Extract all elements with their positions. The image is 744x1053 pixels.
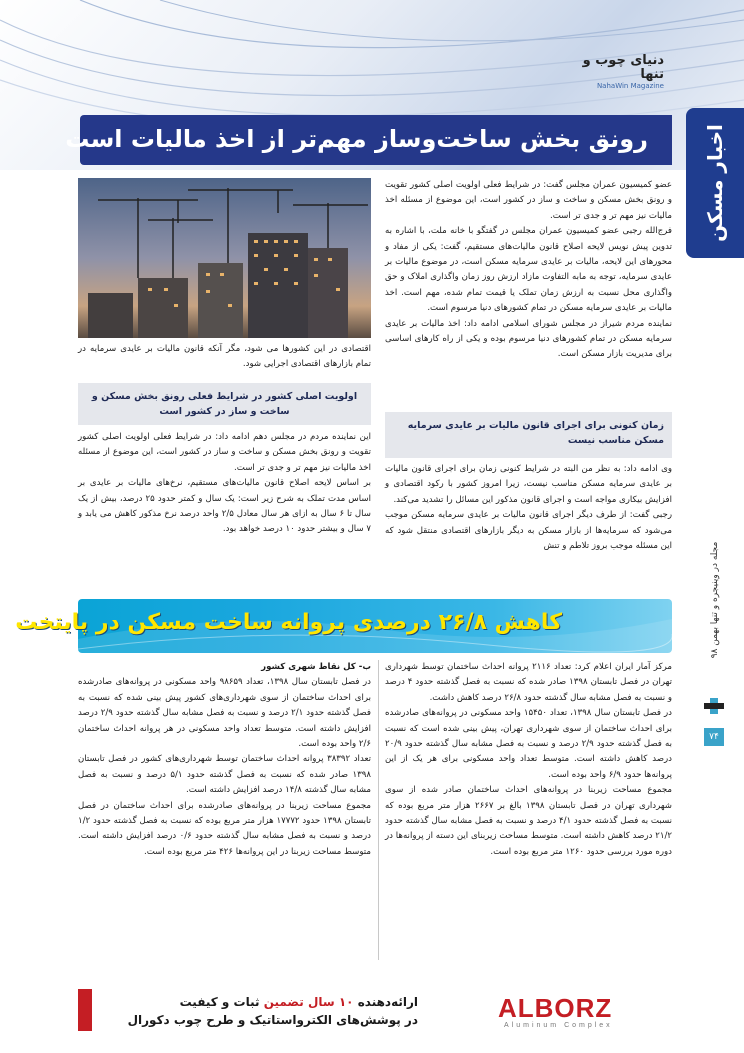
ad-line1 — [180, 995, 418, 1009]
construction-photo — [78, 178, 371, 338]
paragraph: وی ادامه داد: به نظر من البته در شرایط کنونی زمان برای اجرای قانون مالیات بر عایدی سرمایه مسکن مناسب نیست، زیرا امروز کشور با رکود اقتصادی و افزایش بیکاری مواجه است و اجرای قانون مذکور این مسائل را تشدید می‌کند. — [385, 464, 672, 505]
paragraph: مرکز آمار ایران اعلام کرد: تعداد ۲۱۱۶ پروانه احداث ساختمان توسط شهرداری تهران در فصل تابستان ۱۳۹۸ صادر شده که نسبت به فصل گذشته حدود ۴ درصد و نسبت به فصل مشابه سال گذشته حدود ۲۶/۸ درصد کاهش داشت. — [385, 662, 672, 703]
paragraph: مجموع مساحت زیربنا در پروانه‌های احداث ساختمان صادر شده از سوی شهرداری تهران در فصل تابستان ۱۳۹۸ بالغ بر ۲۶۶۷ هزار متر مربع بوده که نسبت به فصل گذشته حدود ۴/۱ درصد و نسبت به فصل مشابه سال گذشته حدود ۲۱/۲ درصد کاهش داشته است. متوسط مساحت زیربنای این دسته از پروانه‌ها در دوره مورد بررسی حدود ۱۲۶۰ متر مربع بوده است. — [385, 785, 673, 857]
paragraph: این نماینده مردم در مجلس دهم ادامه داد: در شرایط فعلی اولویت اصلی کشور تقویت و رونق بخش مسکن و ساخت و ساز در کشور است، این موضوع از مسئله اخذ مالیات نیز مهم تر و جدی تر است. — [78, 432, 371, 473]
paragraph: در فصل تابستان سال ۱۳۹۸، تعداد ۱۵۴۵۰ واحد مسکونی در پروانه‌های صادرشده برای احداث ساختمان از سوی شهرداری تهران، پیش بینی شده است که نسبت به فصل گذشته حدود ۲/۹ درصد و نسبت به فصل مشابه سال گذشته حدود ۲۰/۹ درصد کاهش داشته است. متوسط تعداد واحد مسکونی برای هر یک از این پروانه‌ها حدود ۶/۹ واحد بوده است. — [385, 708, 672, 780]
article1-left-column-top — [78, 342, 371, 373]
article1-right-callout — [385, 412, 672, 458]
logo-subtitle: NahaWin Magazine — [596, 82, 664, 90]
article2-title: کاهش ۲۶/۸ درصدی پروانه ساخت مسکن در پایتخت — [15, 610, 562, 635]
alborz-advertisement — [78, 985, 668, 1035]
paragraph: نماینده مردم شیراز در مجلس شورای اسلامی ادامه داد: اخذ مالیات بر عایدی سرمایه مسکن در تمام کشورهای دنیا مرسوم بوده و یکی از راه کارهای اساسی برای مدیریت بازار مسکن است. — [385, 318, 672, 360]
sidebar-vertical — [686, 520, 744, 680]
article1-right-column-2 — [385, 462, 672, 554]
column-divider — [378, 660, 379, 960]
article1-left-callout — [78, 383, 371, 425]
ad-side-logo — [78, 989, 92, 1031]
brand-subtitle: Aluminum Complex — [504, 1022, 613, 1029]
section-tab-label: اخبار مسکن — [703, 124, 727, 242]
alborz-logo — [498, 993, 668, 1029]
article-title-bar — [65, 115, 672, 165]
magazine-mini-icon — [702, 695, 726, 719]
paragraph: اقتصادی در این کشورها می شود، مگر آنکه قانون مالیات بر عایدی سرمایه در تمام بازارهای اقتصادی اجرایی شود. — [78, 344, 371, 370]
paragraph: مجموع مساحت زیربنا در پروانه‌های صادرشده برای احداث ساختمان در فصل تابستان ۱۳۹۸ حدود ۱۷۷۷۲ هزار متر مربع بوده که نسبت به فصل گذشته حدود ۱/۲ درصد و نسبت به فصل مشابه سال گذشته حدود ۰/۶ درصد افزایش داشته است. متوسط مساحت زیربنا در این پروانه‌ها ۴۲۶ متر مربع بوده است. — [78, 800, 372, 857]
article1-right-column — [385, 178, 672, 363]
article2-left-column — [78, 660, 371, 860]
callout-text: اولویت اصلی کشور در شرایط فعلی رونق بخش مسکن و ساخت و ساز در کشور است — [91, 391, 358, 417]
logo-title: دنیای چوب و تنها — [582, 53, 664, 82]
ad-line1-prefix: ارائه‌دهنده — [357, 995, 418, 1009]
page-number: ۷۴ — [704, 728, 724, 746]
article2-right-column — [385, 660, 672, 860]
article2-banner — [15, 599, 672, 653]
paragraph: عضو کمیسیون عمران مجلس گفت: در شرایط فعلی اولویت اصلی کشور تقویت و رونق بخش مسکن و ساخت و ساز در کشور است، این موضوع از مسئله اخذ مالیات نیز مهم تر و جدی تر است. — [385, 180, 672, 221]
callout-text: زمان کنونی برای اجرای قانون مالیات بر عایدی سرمایه مسکن مناسب نیست — [407, 420, 664, 446]
ad-line2: در پوشش‌های الکترواستاتیک و طرح چوب دکورال — [127, 1013, 418, 1027]
magazine-logo — [574, 53, 664, 90]
article-title: رونق بخش ساخت‌وساز مهم‌تر از اخذ مالیات است — [65, 125, 648, 153]
paragraph: تعداد ۳۸۳۹۲ پروانه احداث ساختمان توسط شهرداری‌های کشور در فصل تابستان ۱۳۹۸ صادر شده که نسبت به فصل گذشته حدود ۵/۱ درصد و نسبت به فصل مشابه سال گذشته ۱۴/۸ درصد افزایش داشته است. — [78, 754, 371, 796]
ad-line1-suffix: ثبات و کیفیت — [179, 995, 260, 1009]
sidebar-text: مجله در وینیجره و تنها بهمن ۹۸ — [710, 541, 720, 659]
paragraph: رجبی گفت: از طرف دیگر اجرای قانون مالیات بر عایدی سرمایه مسکن موجب می‌شود که سرمایه‌ها از بازار مسکن به دیگر بازارهای اقتصادی منتقل شود که این مسئله موجب بروز تلاطم و تنش — [385, 510, 672, 552]
paragraph: بر اساس لایحه اصلاح قانون مالیات‌های مستقیم، نرخ‌های مالیات بر عایدی بر اساس مدت تملک به شرح زیر است: یک سال و کمتر حدود ۲۵ درصد، بیش از یک سال تا ۶ سال به ازای هر سال معادل ۲/۵ واحد درصد نرخ مذکور کاهش می یابد و ۷ سال و بیشتر حدود ۱۰ درصد خواهد بود. — [78, 478, 371, 535]
ad-line1-highlight: ۱۰ سال تضمین — [263, 995, 354, 1009]
section-heading: ب- کل نقاط شهری کشور — [261, 662, 371, 672]
paragraph: در فصل تابستان سال ۱۳۹۸، تعداد ۹۸۶۵۹ واحد مسکونی در پروانه‌های صادرشده برای احداث ساختمان از سوی شهرداری‌های کشور پیش بینی شده که نسبت به فصل گذشته حدود ۲/۱ درصد و نسبت به فصل مشابه سال گذشته حدود ۲/۹ درصد افزایش داشته است. متوسط تعداد واحد مسکونی در هر پروانه احداث ساختمان ۲/۶ واحد بوده است. — [78, 677, 371, 750]
article1-left-column — [78, 430, 371, 538]
construction-illustration — [78, 178, 371, 338]
section-tab — [686, 108, 744, 258]
brand-name: ALBORZ — [498, 993, 613, 1023]
paragraph: فرج‌الله رجبی عضو کمیسیون عمران مجلس در گفتگو با خانه ملت، با اشاره به تدوین پیش نویس لایحه اصلاح قانون مالیات‌های مستقیم، گفت: یکی از مفاد و محورهای این لایحه، مالیات بر عایدی سرمایه مسکن است، در موضوع مالیات بر عایدی سرمایه، توجه به مابه التفاوت مازاد ارزش روز زمان واگذاری املاک و حق واگذاری محل نسبت به ارزش زمان تملک یا قیمت تمام شده، مهم است. اخذ مالیات بر عایدی سرمایه مسکن در تمام کشورهای دنیا مرسوم است. — [385, 226, 672, 314]
